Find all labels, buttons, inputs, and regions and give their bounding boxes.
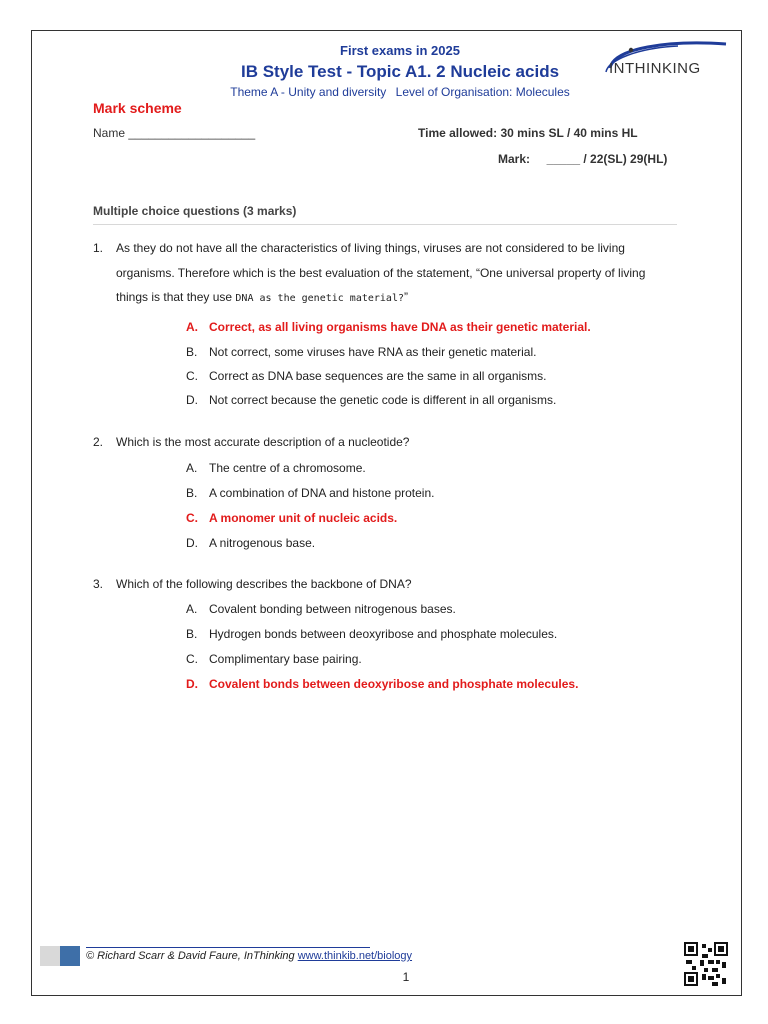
option-2d: D. A nitrogenous base.	[186, 536, 316, 550]
option-2b: B. A combination of DNA and histone protein.	[186, 486, 435, 500]
footer-copyright: © Richard Scarr & David Faure, InThinking www.thinkib.net/biology	[86, 950, 413, 962]
question-text: Which of the following describes the backbone of DNA?	[116, 577, 412, 591]
name-field-label: Name ___________________	[93, 126, 256, 140]
option-1d: D. Not correct because the genetic code is different in all organisms.	[186, 393, 557, 407]
logo-text: INTHINKING	[609, 60, 701, 77]
option-3b: B. Hydrogen bonds between deoxyribose and phosphate molecules.	[186, 627, 558, 641]
footer-divider	[86, 947, 370, 948]
question-3	[93, 572, 683, 598]
option-3d: D. Covalent bonds between deoxyribose and phosphate molecules.	[186, 677, 579, 691]
question-2	[93, 430, 683, 456]
qr-code-icon	[684, 942, 728, 986]
page-title: IB Style Test - Topic A1. 2 Nucleic acids	[240, 62, 560, 81]
footer-link[interactable]: www.thinkib.net/biology	[297, 950, 413, 962]
option-3c: C. Complimentary base pairing.	[186, 652, 362, 666]
page-number: 1	[402, 970, 410, 984]
time-allowed-label: Time allowed: 30 mins SL / 40 mins HL	[418, 126, 638, 140]
question-text: Which is the most accurate description of a nucleotide?	[116, 435, 410, 449]
footer-decoration	[40, 946, 80, 966]
section-divider	[93, 224, 677, 225]
level-label: Level of Organisation: Molecules	[395, 85, 570, 99]
theme-label: Theme A - Unity and diversity	[230, 85, 387, 99]
option-2c: C. A monomer unit of nucleic acids.	[186, 511, 398, 525]
option-1b: B. Not correct, some viruses have RNA as their genetic material.	[186, 345, 537, 359]
question-number: 2.	[93, 435, 104, 449]
option-1a: A. Correct, as all living organisms have DNA as their genetic material.	[186, 320, 591, 334]
question-number: 1.	[93, 241, 104, 255]
mark-scheme-label: Mark scheme	[93, 100, 182, 116]
question-1	[93, 236, 683, 316]
question-text: As they do not have all the characteristics of living things, viruses are not considered to be living organisms. Therefore which is the best evaluation of the statement, “One universal property of living things is that they use DNA as the genetic material?”	[116, 241, 646, 304]
theme-line	[170, 85, 630, 99]
section-heading: Multiple choice questions (3 marks)	[93, 204, 297, 218]
option-1c: C. Correct as DNA base sequences are the same in all organisms.	[186, 369, 547, 383]
option-3a: A. Covalent bonding between nitrogenous bases.	[186, 602, 456, 616]
option-2a: A. The centre of a chromosome.	[186, 461, 366, 475]
question-number: 3.	[93, 577, 104, 591]
first-exams-label: First exams in 2025	[340, 43, 460, 58]
mark-label: Mark: _____ / 22(SL) 29(HL)	[498, 152, 668, 166]
